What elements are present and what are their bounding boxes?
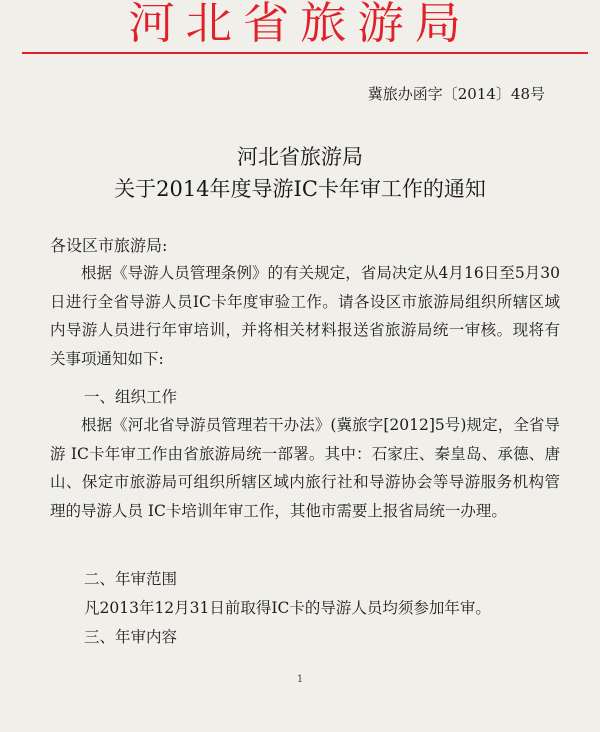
title-issuer: 河北省旅游局 xyxy=(237,145,363,169)
section-scope-text: 凡2013年12月31日前取得IC卡的导游人员均须参加年审。 xyxy=(84,599,491,617)
letterhead-red-rule xyxy=(22,52,588,54)
salutation: 各设区市旅游局: xyxy=(50,236,168,255)
page-number: 1 xyxy=(296,674,304,685)
section-heading-scope: 二、年审范围 xyxy=(84,570,178,588)
section-heading-organization: 一、组织工作 xyxy=(84,388,178,406)
section-heading-content: 三、年审内容 xyxy=(84,628,178,646)
intro-paragraph: 根据《导游人员管理条例》的有关规定，省局决定从4月16日至5月30日进行全省导游人员IC卡年度审验工作。请各设区市旅游局组织所辖区域内导游人员进行年审培训，并将相关材料报送省旅游局统一审核。现将有关事项通知如下: xyxy=(50,264,560,368)
letterhead-agency-name: 河北省旅游局 xyxy=(128,0,472,49)
title-subject: 关于2014年度导游IC卡年审工作的通知 xyxy=(114,177,486,201)
section-organization-text: 根据《河北省导游员管理若干办法》(冀旅字[2012]5号)规定，全省导游 IC卡年审工作由省旅游局统一部署。其中：石家庄、秦皇岛、承德、唐山、保定市旅游局可组织所辖区域内旅行社和导游协会等导游服务机构管理的导游人员 IC卡培训年审工作，其他市需要上报省局统一办理。 xyxy=(50,416,560,520)
document-number: 冀旅办函字〔2014〕48号 xyxy=(367,85,545,103)
